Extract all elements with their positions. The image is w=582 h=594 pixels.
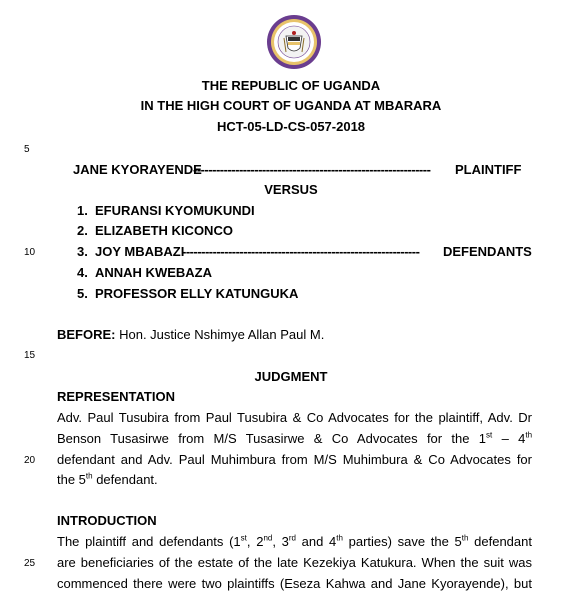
republic-heading: THE REPUBLIC OF UGANDA <box>201 78 381 93</box>
line-number: 20 <box>24 455 36 466</box>
defendant-name: EFURANSI KYOMUKUNDI <box>95 203 255 218</box>
introduction-line: are beneficiaries of the estate of the late Kezekiya Katukura. When the suit was <box>57 555 532 570</box>
defendant-name: JOY MBABAZI <box>95 244 185 259</box>
defendant-name: ELIZABETH KICONCO <box>95 223 233 238</box>
line-number: 5 <box>24 144 30 155</box>
plaintiff-role: PLAINTIFF <box>455 162 522 177</box>
plaintiff-dashes: -------------------------------------------------------------- <box>193 162 431 177</box>
versus-label: VERSUS <box>264 182 318 197</box>
defendant-num: 5. <box>77 286 88 301</box>
plaintiff-name: JANE KYORAYENDE <box>73 162 202 177</box>
before-label: BEFORE: <box>57 327 116 342</box>
representation-line: Adv. Paul Tusubira from Paul Tusubira & Co Advocates for the plaintiff, Adv. Dr <box>57 410 532 425</box>
line-number: 15 <box>24 350 36 361</box>
judiciary-seal <box>266 14 322 70</box>
defendant-name: PROFESSOR ELLY KATUNGUKA <box>95 286 299 301</box>
before-text: Hon. Justice Nshimye Allan Paul M. <box>115 327 325 342</box>
defendant-name: ANNAH KWEBAZA <box>95 265 212 280</box>
introduction-line: The plaintiff and defendants (1st, 2nd, 3rd and 4th parties) save the 5th defendant <box>57 533 532 549</box>
defendants-role: DEFENDANTS <box>443 244 532 259</box>
case-number: HCT-05-LD-CS-057-2018 <box>216 119 366 134</box>
before-line <box>57 325 324 345</box>
defendant-num: 3. <box>77 244 88 259</box>
representation-line: defendant and Adv. Paul Muhimbura from M/S Muhimbura & Co Advocates for <box>57 452 532 467</box>
defendant-num: 1. <box>77 203 88 218</box>
defendants-dashes: -------------------------------------------------------------- <box>182 244 420 259</box>
representation-line: the 5th defendant. <box>57 471 158 487</box>
defendant-num: 4. <box>77 265 88 280</box>
judgment-heading: JUDGMENT <box>254 369 328 384</box>
line-number: 25 <box>24 558 36 569</box>
introduction-heading: INTRODUCTION <box>57 513 157 528</box>
line-number: 10 <box>24 247 36 258</box>
defendant-num: 2. <box>77 223 88 238</box>
representation-heading: REPRESENTATION <box>57 389 175 404</box>
court-heading: IN THE HIGH COURT OF UGANDA AT MBARARA <box>140 98 442 113</box>
representation-line: Benson Tusasirwe from M/S Tusasirwe & Co Advocates for the 1st – 4th <box>57 430 533 446</box>
introduction-line: commenced there were two plaintiffs (Eseza Kahwa and Jane Kyorayende), but <box>57 576 532 591</box>
